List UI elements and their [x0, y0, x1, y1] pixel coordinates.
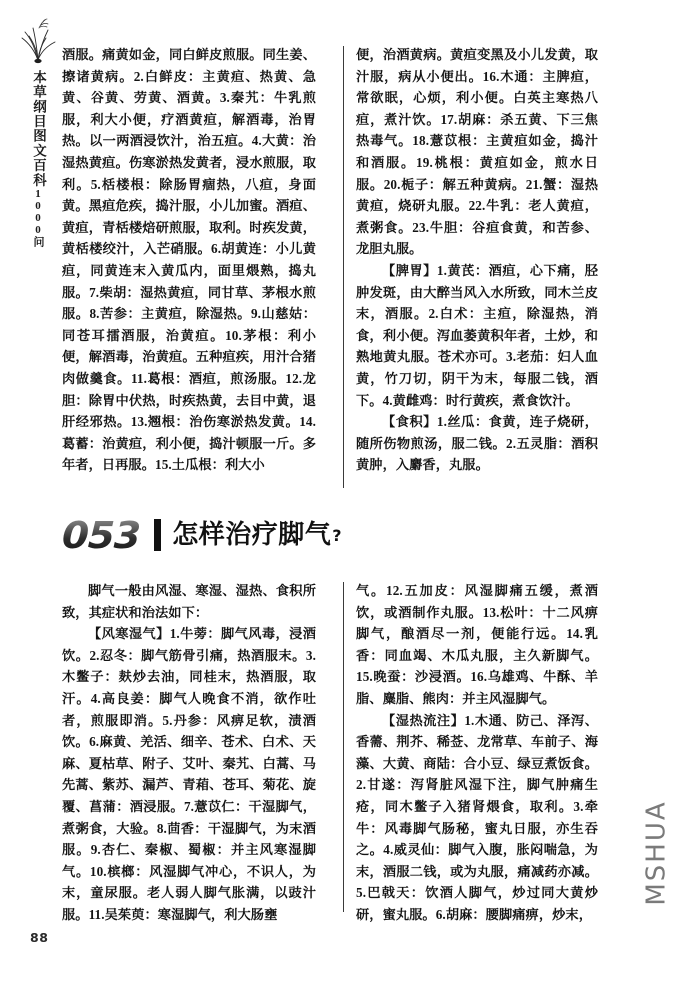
section-number: 053 — [61, 517, 144, 554]
paragraph-wind-cold-damp: 【风寒湿气】1.牛蒡：脚气风毒，浸酒饮。2.忍冬：脚气筋骨引痛，热酒服末。3.木鳖子：麸炒去油，同桂末，热酒服，取汗。4.高良姜：脚气人晚食不消，欲作吐者，煎服即消。5.丹参：风痹足软，渍酒饮。6.麻黄、羌活、细辛、苍术、白术、天麻、夏枯草、附子、艾叶、秦艽、白蒿、马先蒿、紫苏、漏芦、青葙、苍耳、菊花、旋覆、菖蒲：酒浸服。7.薏苡仁：干湿脚气，煮粥食，大验。8.茴香：干湿脚气，为末酒服。9.杏仁、秦椒、蜀椒：并主风寒湿脚气。10.槟榔：风湿脚气冲心，不识人，为末，童尿服。老人弱人脚气胀满，以豉汁服。11.吴茱萸：寒湿脚气，利大肠壅 — [62, 626, 316, 922]
spine-book-quantity: 1000问 — [32, 187, 44, 247]
column-divider — [343, 46, 344, 488]
paragraph: 便，治酒黄病。黄疸变黑及小儿发黄，取汁服，病从小便出。16.木通：主脾疸，常欲眠，心烦，利小便。白英主寒热八疸，煮汁饮。17.胡麻：杀五黄、下三焦热毒气。18.薏苡根：主黄疸如金，捣汁和酒服。19.桃根：黄疸如金，煎水日服。20.栀子：解五种黄病。21.蟹：湿热黄疸，烧研丸服。22.牛乳：老人黄疸，煮粥食。23.牛胆：谷疸食黄，和苦参、龙胆丸服。 — [356, 47, 598, 257]
column-divider — [343, 582, 344, 912]
paragraph: 酒服。痛黄如金，同白鲜皮煎服。同生姜、擦诸黄病。2.白鲜皮：主黄疸、热黄、急黄、谷黄、劳黄、酒黄。3.秦艽：牛乳煎服，利大小便，疗酒黄疸，解酒毒，治胃热。以一两酒浸饮汁，治五疸。4.大黄：治湿热黄疸。伤寒淤热发黄者，浸水煎服，取利。5.栝楼根：除肠胃痼热，八疸，身面黄。黑疸危疾，捣汁服，小儿加蜜。酒疸、黄疸，青栝楼焙研煎服，取利。时疾发黄，黄栝楼绞汁，入芒硝服。6.胡黄连：小儿黄疸，同黄连末入黄瓜内，面里煨熟，捣丸服。7.柴胡：湿热黄疸，同甘草、茅根水煎服。8.苦参：主黄疸，除湿热。9.山慈姑：同苍耳擂酒服，治黄疸。10.茅根：利小便，解酒毒，治黄疸。五种疸疾，用汁合猪肉做羹食。11.葛根：酒疸，煎汤服。12.龙胆：除胃中伏热，时疾热黄，去目中黄，退肝经邪热。13.翘根：治伤寒淤热发黄。14.葛蓄：治黄疸，利小便，捣汁顿服一斤。多年者，日再服。15.土瓜根：利大小 — [62, 47, 316, 473]
paragraph: 气。12.五加皮：风湿脚痛五缓，煮酒饮，或酒制作丸服。13.松叶：十二风痹脚气，酿酒尽一剂，便能行远。14.乳香：同血竭、木瓜丸服，主久新脚气。15.晚蚕：沙浸酒。16.乌雄鸡、牛酥、羊脂、麋脂、熊肉：并主风湿脚气。 — [356, 583, 598, 706]
watermark-text: MSHUA — [641, 800, 672, 906]
orchid-plant-sketch-icon — [17, 14, 59, 66]
column-left — [62, 580, 330, 926]
heading-question-mark: ? — [332, 525, 342, 545]
page-title: 怎样治疗脚气 — [172, 520, 332, 550]
paragraph-damp-heat: 【湿热流注】1.木通、防己、泽泻、香薷、荆芥、稀莶、龙常草、车前子、海藻、大黄、商陆：合小豆、绿豆煮饭食。2.甘遂：泻肾脏风湿下注，脚气肿痛生疮，同木鳖子入猪肾煨食，取利。3.牵牛：风毒脚气肠秘，蜜丸日服，亦生吞之。4.威灵仙：脚气入腹，胀闷喘急，为末，酒服二钱，或为丸服，痛减药亦减。5.巴戟天：饮酒人脚气，炒过同大黄炒研，蜜丸服。6.胡麻：腰脚痛痹，炒末， — [356, 712, 598, 922]
spine-book-title: 本草纲目图文百科 — [30, 70, 46, 188]
paragraph-food-accumulation: 【食积】1.丝瓜：食黄，连子烧研，随所伤物煎汤，服二钱。2.五灵脂：酒积黄肿，入麝香，丸服。 — [356, 414, 598, 473]
article-beriberi — [62, 580, 657, 926]
article-jaundice-continuation — [62, 44, 657, 476]
two-column-layout — [62, 44, 657, 476]
section-heading — [62, 512, 342, 558]
book-spine — [16, 14, 60, 334]
column-right — [330, 580, 598, 926]
column-right — [330, 44, 598, 476]
column-left — [62, 44, 330, 476]
page-number: 88 — [30, 930, 49, 945]
paragraph-spleen-stomach: 【脾胃】1.黄芪：酒疸，心下痛，胫肿发斑，由大醉当风入水所致，同木兰皮末，酒服。2.白术：主疸，除湿热，消食，利小便。泻血萎黄积年者，土炒，和熟地黄丸服。苍术亦可。3.老茄：妇人血黄，竹刀切，阴干为末，每服二钱，酒下。4.黄雌鸡：时行黄疾，煮食饮汁。 — [356, 262, 598, 408]
two-column-layout — [62, 580, 657, 926]
heading-separator-bar — [154, 519, 161, 551]
paragraph-intro: 脚气一般由风湿、寒湿、湿热、食积所致，其症状和治法如下： — [62, 583, 316, 620]
